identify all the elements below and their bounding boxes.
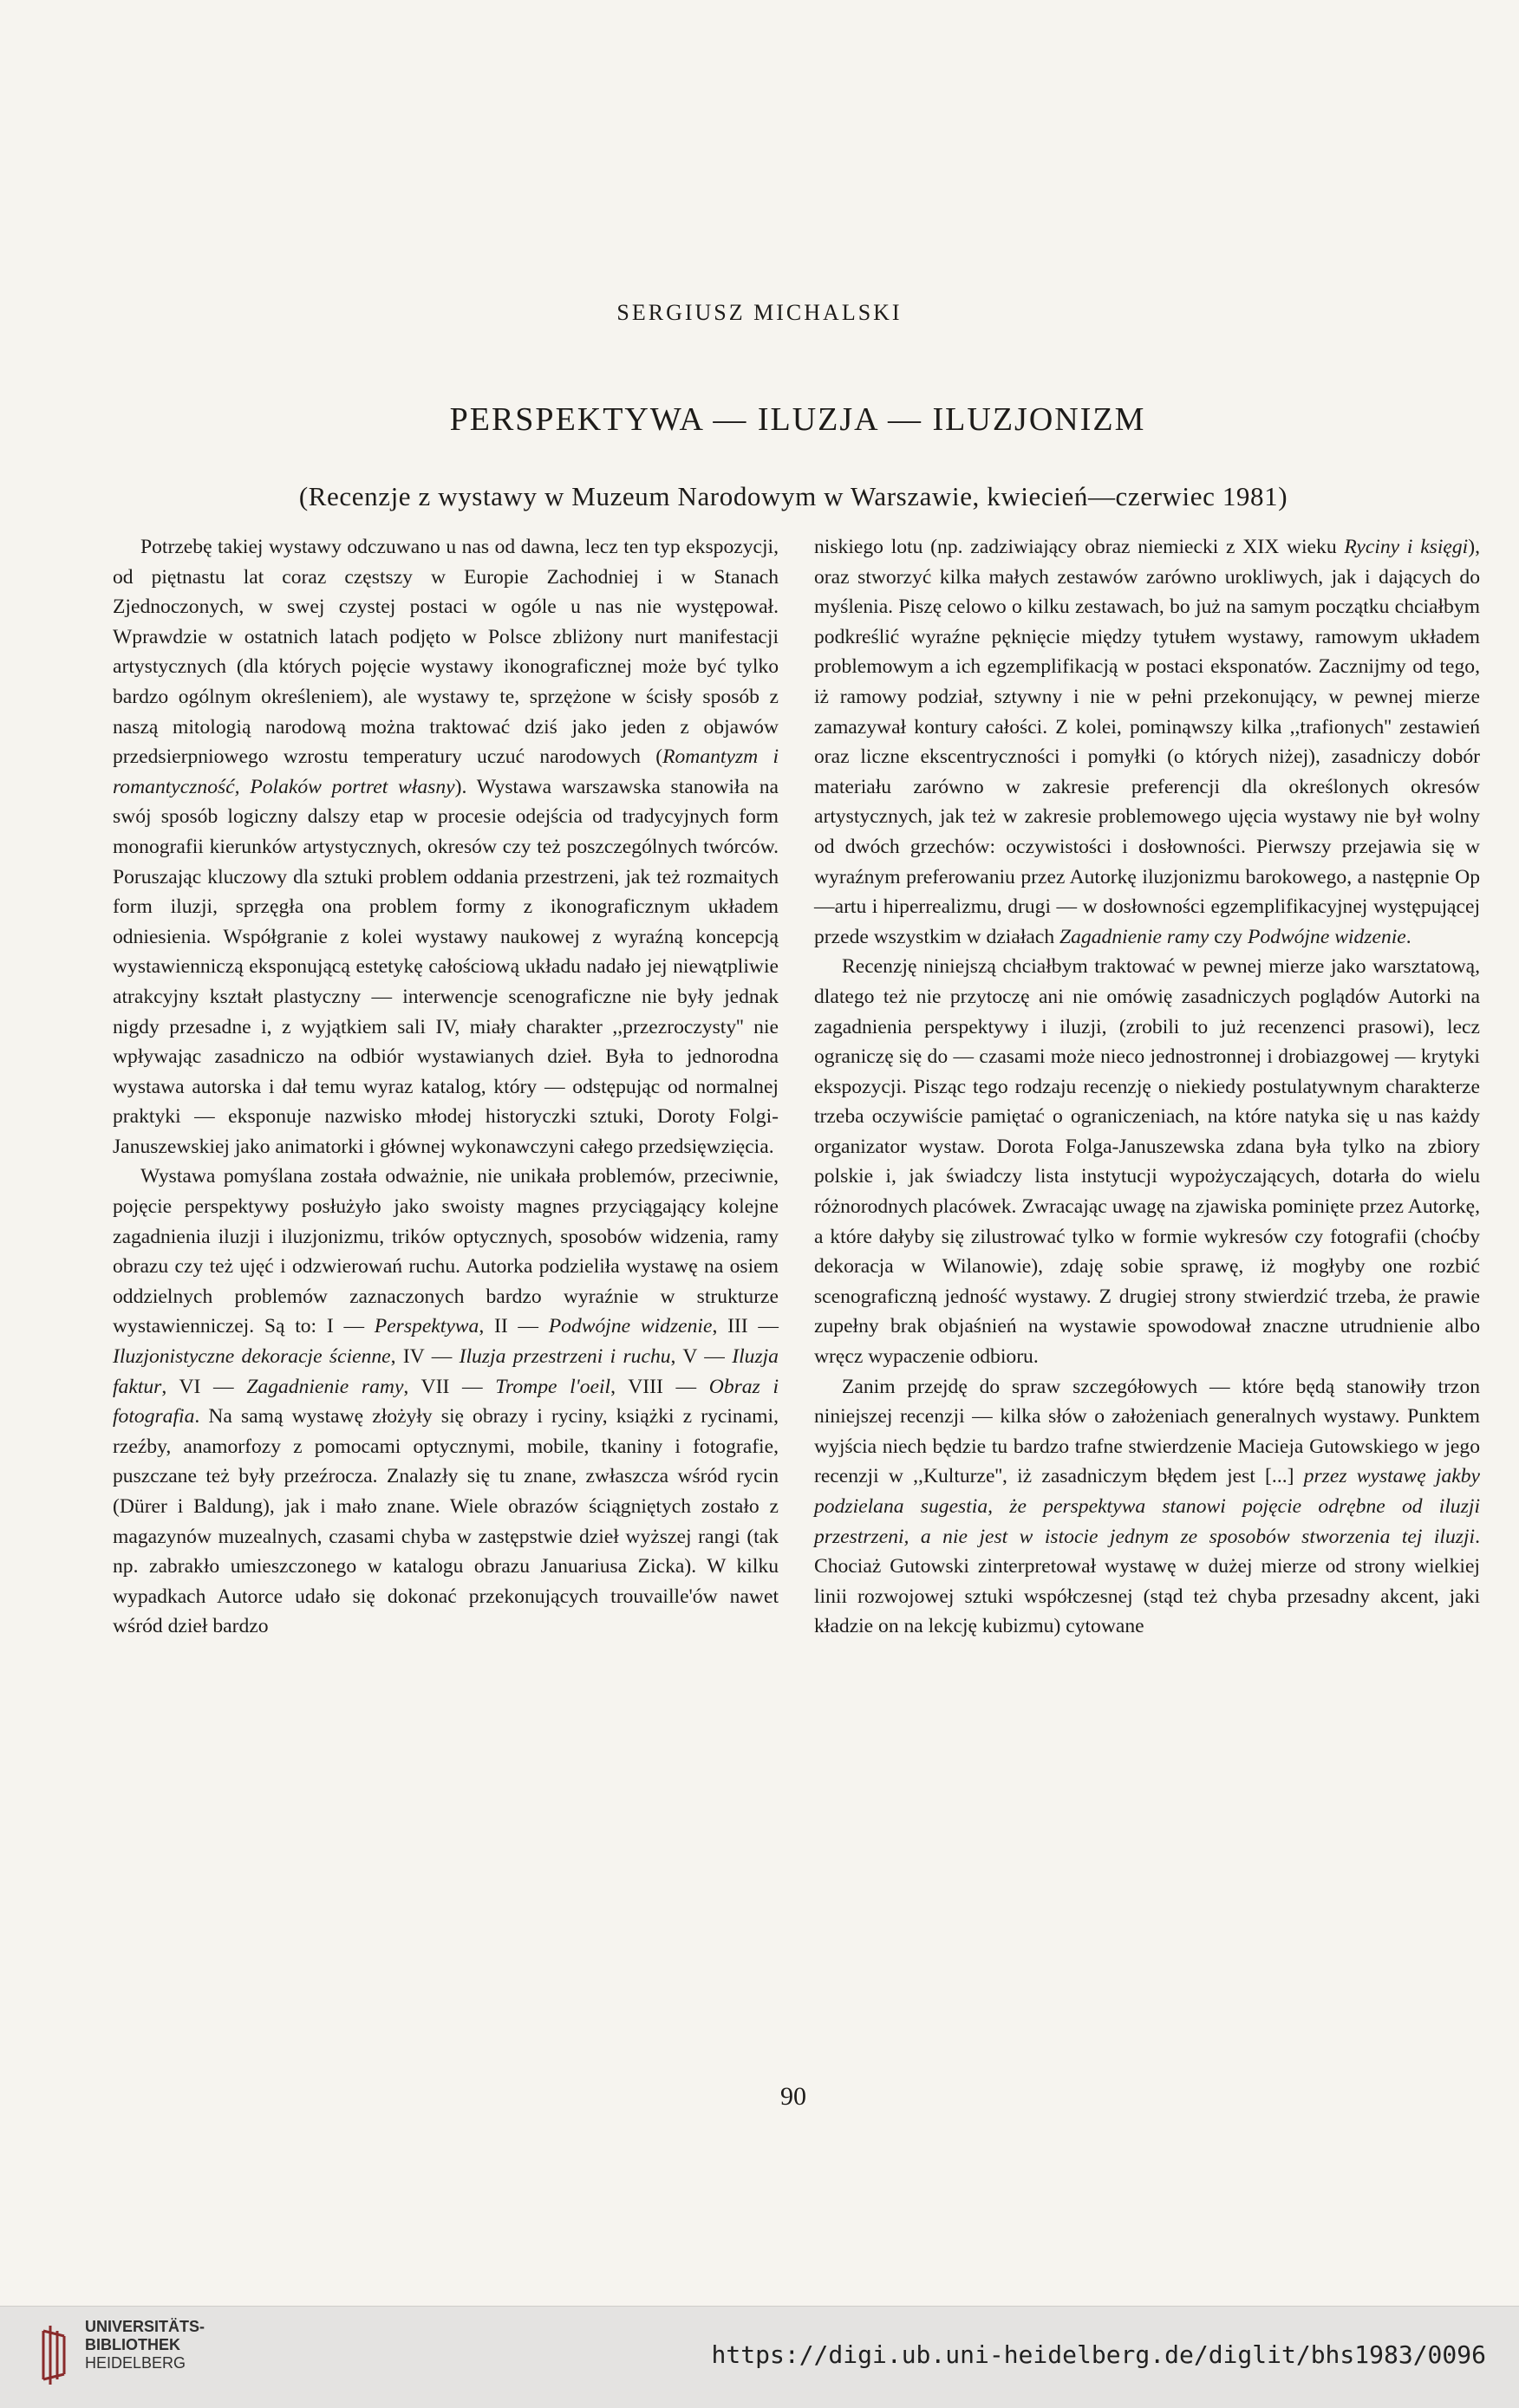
- article-author: SERGIUSZ MICHALSKI: [616, 300, 903, 325]
- right-column: [814, 532, 1480, 1642]
- article-subtitle: (Recenzje z wystawy w Muzeum Narodowym w Warszawie, kwiecień—czerwiec 1981): [298, 481, 1288, 511]
- library-name: UNIVERSITÄTS- BIBLIOTHEK HEIDELBERG: [85, 2318, 205, 2372]
- paragraph: Wystawa pomyślana została odważnie, nie unikała problemów, przeciwnie, pojęcie perspektywy posłużyło jako swoisty magnes przyciągający kolejne zagadnienia iluzji i iluzjonizmu, trików optycznych, sposobów widzenia, ramy obrazu czy też ujęć i odzwierowań ruchu. Autorka podzieliła wystawę na osiem oddzielnych problemów zaznaczonych bardzo wyraźnie w strukturze wystawienniczej. Są to: I — Perspektywa, II — Podwójne widzenie, III — Iluzjonistyczne dekoracje ścienne, IV — Iluzja przestrzeni i ruchu, V — Iluzja faktur, VI — Zagadnienie ramy, VII — Trompe l'oeil, VIII — Obraz i fotografia. Na samą wystawę złożyły się obrazy i ryciny, książki z rycinami, rzeźby, anamorfozy z pomocami optycznymi, mobile, tkaniny i fotografie, puszczane też były przeźrocza. Znalazły się tu znane, zwłaszcza wśród rycin (Dürer i Baldung), jak i mało znane. Wiele obrazów ściągniętych zostało z magazynów muzealnych, czasami chyba w zastępstwie dzieł wyższej rangi (tak np. zabrakło umieszczonego w katalogu obrazu Januariusa Zicka). W kilku wypadkach Autorce udało się dokonać przekonujących trouvaille'ów nawet wśród dzieł bardzo: [113, 1165, 779, 1638]
- paragraph: Zanim przejdę do spraw szczegółowych — które będą stanowiły trzon niniejszej recenzji — kilka słów o założeniach generalnych wystawy. Punktem wyjścia niech będzie tu bardzo trafne stwierdzenie Macieja Gutowskiego w jego recenzji w ,,Kulturze'', iż zasadniczym błędem jest [...] przez wystawę jakby podzielana sugestia, że perspektywa stanowi pojęcie odrębne od iluzji przestrzeni, a nie jest w istocie jednym ze sposobów stworzenia tej iluzji. Chociaż Gutowski zinterpretował wystawę w dużej mierze od strony wielkiej linii rozwojowej sztuki współczesnej (stąd też chyba przesadny akcent, jaki kładzie on na lekcję kubizmu) cytowane: [814, 1375, 1481, 1638]
- source-url-link[interactable]: https://digi.ub.uni-heidelberg.de/diglit/bhs1983/0096: [711, 2340, 1486, 2369]
- paragraph: Potrzebę takiej wystawy odczuwano u nas od dawna, lecz ten typ ekspozycji, od piętnastu lat coraz częstszy w Europie Zachodniej i w Stanach Zjednoczonych, w swej czystej postaci w ogóle u nas nie występował. Wprawdzie w ostatnich latach podjęto w Polsce zbliżony nurt manifestacji artystycznych (dla których pojęcie wystawy ikonograficznej może być tylko bardzo ogólnym określeniem), ale wystawy te, sprzężone w ścisły sposób z naszą mitologią narodową można traktować dziś jako jeden z objawów przedsierpniowego wzrostu temperatury uczuć narodowych (Romantyzm i romantyczność, Polaków portret własny). Wystawa warszawska stanowiła na swój sposób logiczny dalszy etap w procesie odejścia od tradycyjnych form monografii kierunków artystycznych, okresów czy też poszczególnych twórców. Poruszając kluczowy dla sztuki problem oddania przestrzeni, jak też rozmaitych form iluzji, sprzęgła ona problem formy z ikonograficznym układem odniesienia. Współgranie z kolei wystawy naukowej z wyraźną koncepcją wystawienniczą eksponującą estetykę całościową układu nadało jej niewątpliwie atrakcyjny kształt plastyczny — interwencje scenograficzne nie były jednak nigdy przesadne i, z wyjątkiem sali IV, miały charakter ,,przezroczysty'' nie wpływając zasadniczo na odbiór wystawianych dzieł. Była to jednorodna wystawa autorska i dał temu wyraz katalog, który — odstępując od normalnej praktyki — eksponuje nazwisko młodej historyczki sztuki, Doroty Folgi-Januszewskiej jako animatorki i głównej wykonawczyni całego przedsięwzięcia.: [113, 536, 779, 1158]
- paragraph: Recenzję niniejszą chciałbym traktować w pewnej mierze jako warsztatową, dlatego też nie przytoczę ani nie omówię zasadniczych poglądów Autorki na zagadnienia perspektywy i iluzji, (zrobili to już recenzenci prasowi), lecz ograniczę się do — czasami może nieco jednostronnej i drobiazgowej — krytyki ekspozycji. Pisząc tego rodzaju recenzję o niekiedy postulatywnym charakterze trzeba oczywiście pamiętać o ograniczeniach, na które natyka się u nas każdy organizator wystaw. Dorota Folga-Januszewska zdana była tylko na zbiory polskie i, jak świadczy lista instytucji wypożyczających, dotarła do wielu różnorodnych placówek. Zwracając uwagę na zjawiska pominięte przez Autorkę, a które dałyby się zilustrować tylko w formie wykresów czy fotografii (choćby dekoracja w Wilanowie), zdaję sobie sprawę, iż mogłyby one rozbić scenograficzną jedność wystawy. Z drugiej strony stwierdzić trzeba, że prawie zupełny brak objaśnień na wystawie spowodował znaczne utrudnienie albo wręcz wypaczenie odbioru.: [814, 955, 1480, 1369]
- left-column: [113, 532, 779, 1642]
- paragraph: niskiego lotu (np. zadziwiający obraz niemiecki z XIX wieku Ryciny i księgi), oraz stworzyć kilka małych zestawów zarówno urokliwych, jak i dających do myślenia. Piszę celowo o kilku zestawach, bo już na samym początku chciałbym podkreślić wyraźne pęknięcie między tytułem wystawy, ramowym układem problemowym a ich egzemplifikacją w postaci eksponatów. Zacznijmy od tego, iż ramowy podział, sztywny i nie w pełni przekonujący, w pewnej mierze zamazywał kontury całości. Z kolei, pominąwszy kilka ,,trafionych'' zestawień oraz liczne ekscentryczności i pomyłki (o których niżej), zasadniczy dobór materiału zarówno w zakresie preferencji dla określonych okresów artystycznych, jak też w zakresie problemowego ujęcia wystawy nie był wolny od dwóch grzechów: oczywistości i dosłowności. Pierwszy przejawia się w wyraźnym preferowaniu przez Autorkę iluzjonizmu barokowego, a następnie Op—artu i hiperrealizmu, drugi — w dosłowności egzemplifikacyjnej występującej przede wszystkim w działach Zagadnienie ramy czy Podwójne widzenie.: [814, 536, 1480, 948]
- article-title: PERSPEKTYWA — ILUZJA — ILUZJONIZM: [449, 401, 1146, 438]
- page-number: 90: [780, 2082, 806, 2111]
